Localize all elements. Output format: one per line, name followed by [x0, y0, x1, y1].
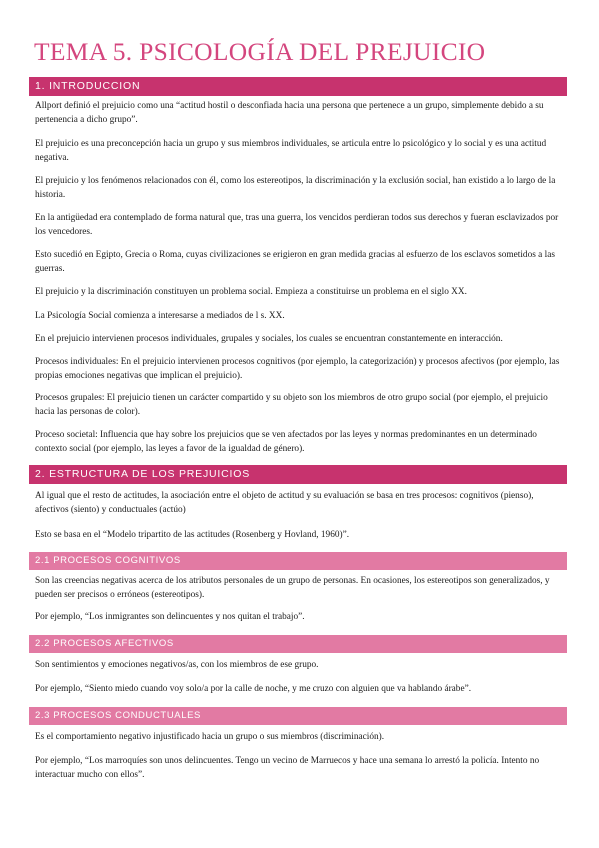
paragraph: Es el comportamiento negativo injustificado hacia un grupo o sus miembros (discriminación). — [35, 732, 385, 742]
section-header-introduccion: 1. INTRODUCCION — [29, 77, 567, 96]
paragraph: Esto se basa en el “Modelo tripartito de las actitudes (Rosenberg y Hovland, 1960)”. — [35, 530, 350, 540]
paragraph: Procesos grupales: El prejuicio tienen un carácter compartido y su objeto son los miembros de otro grupo social (por ejemplo, el prejuicio hacia las personas de color). — [35, 393, 548, 417]
paragraph: El prejuicio es una preconcepción hacia un grupo y sus miembros individuales, se articula entre lo psicológico y lo social y es una actitud negativa. — [35, 139, 547, 163]
paragraph: Al igual que el resto de actitudes, la asociación entre el objeto de actitud y su evaluación se basa en tres procesos: cognitivos (pienso), afectivos (siento) y conductuales (actúo) — [35, 491, 534, 515]
paragraph: Por ejemplo, “Los inmigrantes son delincuentes y nos quitan el trabajo”. — [35, 612, 305, 622]
paragraph: Por ejemplo, “Siento miedo cuando voy solo/a por la calle de noche, y me cruzo con alguien que va hablando árabe”. — [35, 684, 472, 694]
paragraph: Esto sucedió en Egipto, Grecia o Roma, cuyas civilizaciones se erigieron en gran medida gracias al esfuerzo de los esclavos sometidos a las guerras. — [35, 250, 555, 274]
paragraph: El prejuicio y los fenómenos relacionados con él, como los estereotipos, la discriminación y la exclusión social, han existido a lo largo de la historia. — [35, 176, 556, 200]
paragraph: En la antigüedad era contemplado de forma natural que, tras una guerra, los vencidos perdieran todos sus derechos y fueran esclavizados por los vencedores. — [35, 213, 559, 237]
section-header-estructura: 2. ESTRUCTURA DE LOS PREJUICIOS — [29, 465, 567, 484]
paragraph: La Psicología Social comienza a interesarse a mediados de l s. XX. — [35, 311, 285, 321]
paragraph: Allport definió el prejuicio como una “actitud hostil o desconfiada hacia una persona que pertenece a un grupo, simplemente debido a su pertenencia a dicho grupo”. — [35, 101, 544, 125]
paragraph: Proceso societal: Influencia que hay sobre los prejuicios que se ven afectados por las leyes y normas predominantes en un determinado contexto social (por ejemplo, las leyes a favor de la igualdad de género). — [35, 430, 537, 454]
paragraph: En el prejuicio intervienen procesos individuales, grupales y sociales, los cuales se encuentran constantemente en interacción. — [35, 334, 503, 344]
paragraph: Procesos individuales: En el prejuicio intervienen procesos cognitivos (por ejemplo, la categorización) y procesos afectivos (por ejemplo, las propias emociones negativas que implican el prejuicio). — [35, 357, 560, 381]
subsection-header-conductuales: 2.3 PROCESOS CONDUCTUALES — [29, 707, 567, 725]
page-title: TEMA 5. PSICOLOGÍA DEL PREJUICIO — [34, 37, 486, 66]
paragraph: Por ejemplo, “Los marroquíes son unos delincuentes. Tengo un vecino de Marruecos y hace una semana lo arrestó la policía. Intento no interactuar mucho con ellos”. — [35, 756, 540, 780]
paragraph: El prejuicio y la discriminación constituyen un problema social. Empieza a constituirse un problema en el siglo XX. — [35, 287, 467, 297]
paragraph: Son las creencias negativas acerca de los atributos personales de un grupo de personas. En ocasiones, los estereotipos son generalizados, y pueden ser precisos o erróneos (estereotipos). — [35, 576, 550, 600]
subsection-header-afectivos: 2.2 PROCESOS AFECTIVOS — [29, 635, 567, 653]
subsection-header-cognitivos: 2.1 PROCESOS COGNITIVOS — [29, 552, 567, 570]
paragraph: Son sentimientos y emociones negativos/as, con los miembros de ese grupo. — [35, 660, 319, 670]
